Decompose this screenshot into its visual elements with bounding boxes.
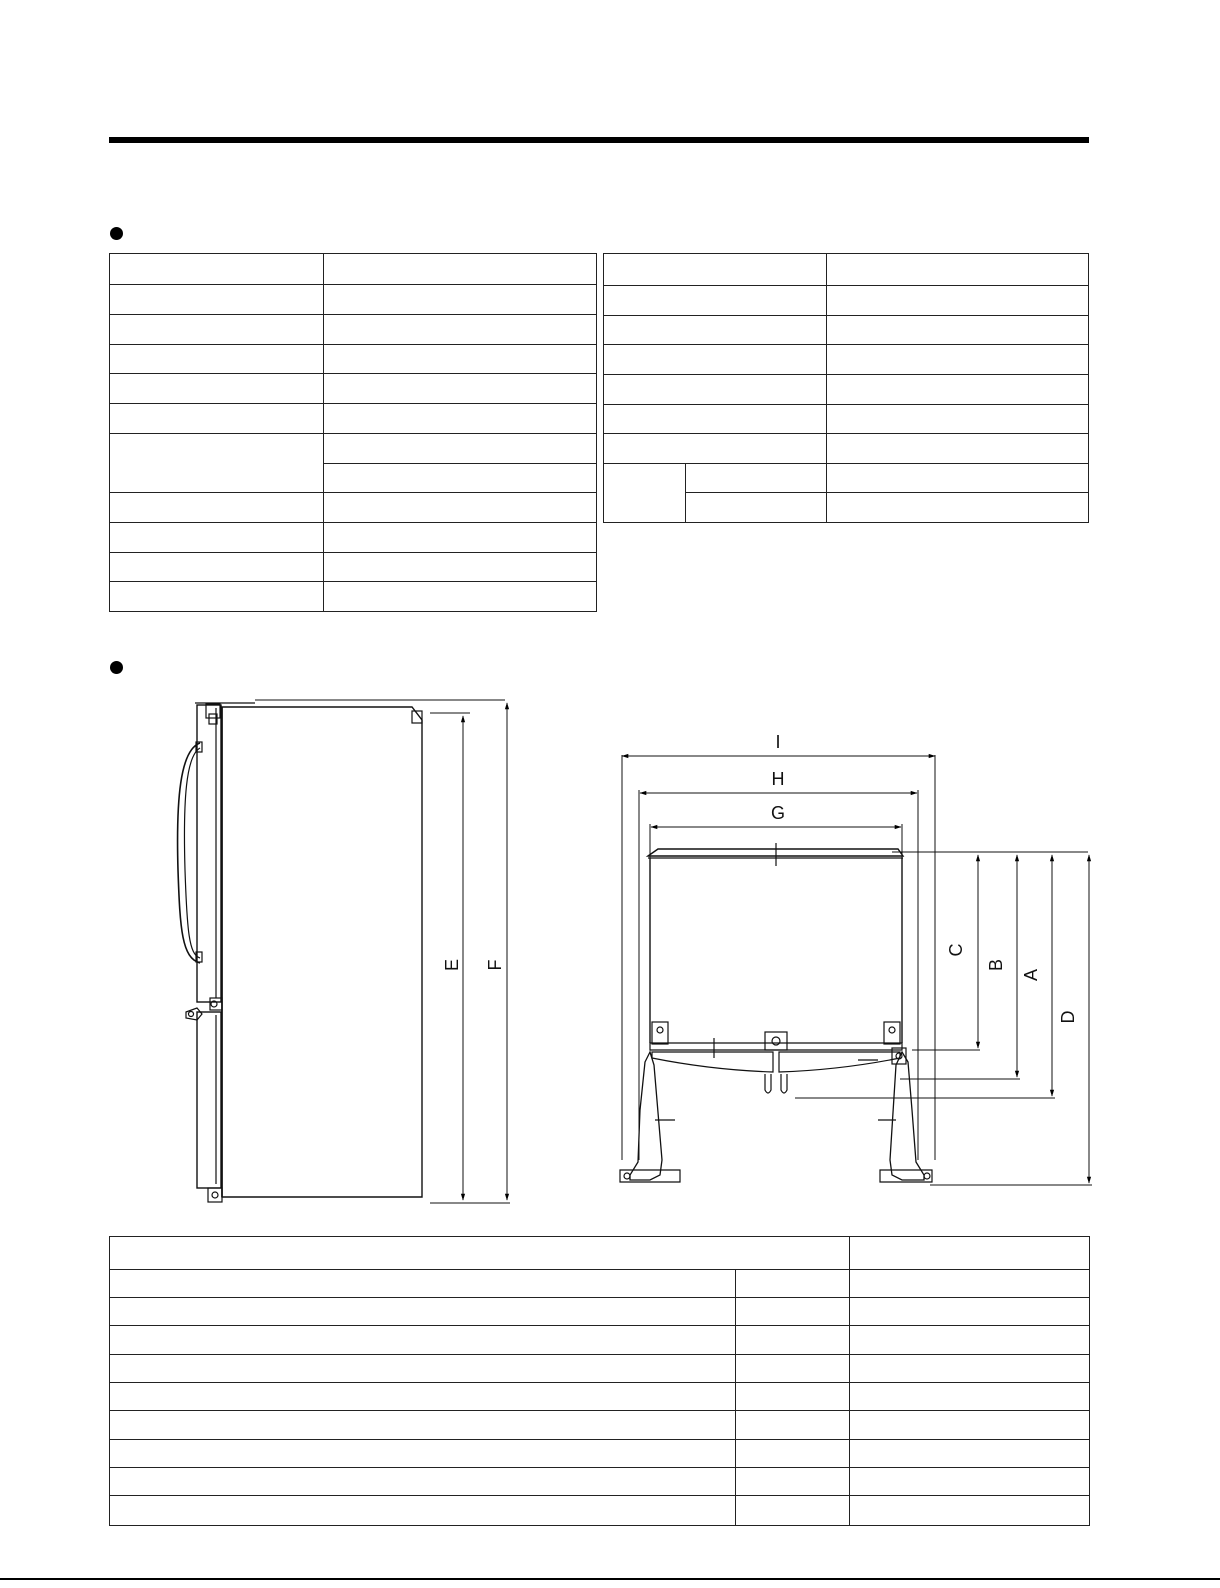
- table-cell: [110, 1468, 736, 1496]
- table-row: [110, 1383, 1090, 1411]
- dimension-label-e: E: [442, 958, 462, 972]
- dimension-label-i: I: [775, 732, 781, 752]
- table-row: [110, 1468, 1090, 1496]
- side-view-drawing: [178, 700, 510, 1203]
- table-cell: [736, 1326, 850, 1355]
- table-cell: [850, 1468, 1090, 1496]
- table-cell: [736, 1440, 850, 1468]
- table-cell: [110, 1298, 736, 1326]
- table-row: [110, 1270, 1090, 1298]
- table-cell: [850, 1298, 1090, 1326]
- table-cell: [736, 1383, 850, 1411]
- table-row: [110, 1496, 1090, 1526]
- dimension-label-f: F: [485, 959, 505, 971]
- table-cell: [110, 1496, 736, 1526]
- table-header-cell: [850, 1237, 1090, 1270]
- dimension-label-g: G: [770, 803, 786, 823]
- table-cell: [736, 1355, 850, 1383]
- table-cell: [736, 1496, 850, 1526]
- table-cell: [850, 1326, 1090, 1355]
- dimension-label-c: C: [946, 943, 966, 957]
- dimension-label-a: A: [1021, 968, 1041, 982]
- table-row: [110, 1298, 1090, 1326]
- table-header-row: [110, 1237, 1090, 1270]
- table-cell: [850, 1355, 1090, 1383]
- table-header-cell: [110, 1237, 850, 1270]
- dimension-label-b: B: [986, 958, 1006, 972]
- table-cell: [850, 1496, 1090, 1526]
- table-row: [110, 1440, 1090, 1468]
- dimension-label-h: H: [771, 769, 785, 789]
- table-cell: [850, 1440, 1090, 1468]
- table-cell: [850, 1383, 1090, 1411]
- table-cell: [110, 1270, 736, 1298]
- table-cell: [736, 1298, 850, 1326]
- table-cell: [736, 1270, 850, 1298]
- table-cell: [110, 1411, 736, 1440]
- dimension-label-d: D: [1058, 1010, 1078, 1024]
- table-cell: [736, 1468, 850, 1496]
- dimension-table: [109, 1236, 1090, 1526]
- table-cell: [736, 1411, 850, 1440]
- table-cell: [110, 1440, 736, 1468]
- page-footer-rule: [0, 1578, 1220, 1580]
- table-cell: [110, 1326, 736, 1355]
- table-row: [110, 1355, 1090, 1383]
- table-cell: [850, 1411, 1090, 1440]
- table-cell: [110, 1355, 736, 1383]
- table-row: [110, 1411, 1090, 1440]
- table-cell: [110, 1383, 736, 1411]
- table-row: [110, 1326, 1090, 1355]
- table-cell: [850, 1270, 1090, 1298]
